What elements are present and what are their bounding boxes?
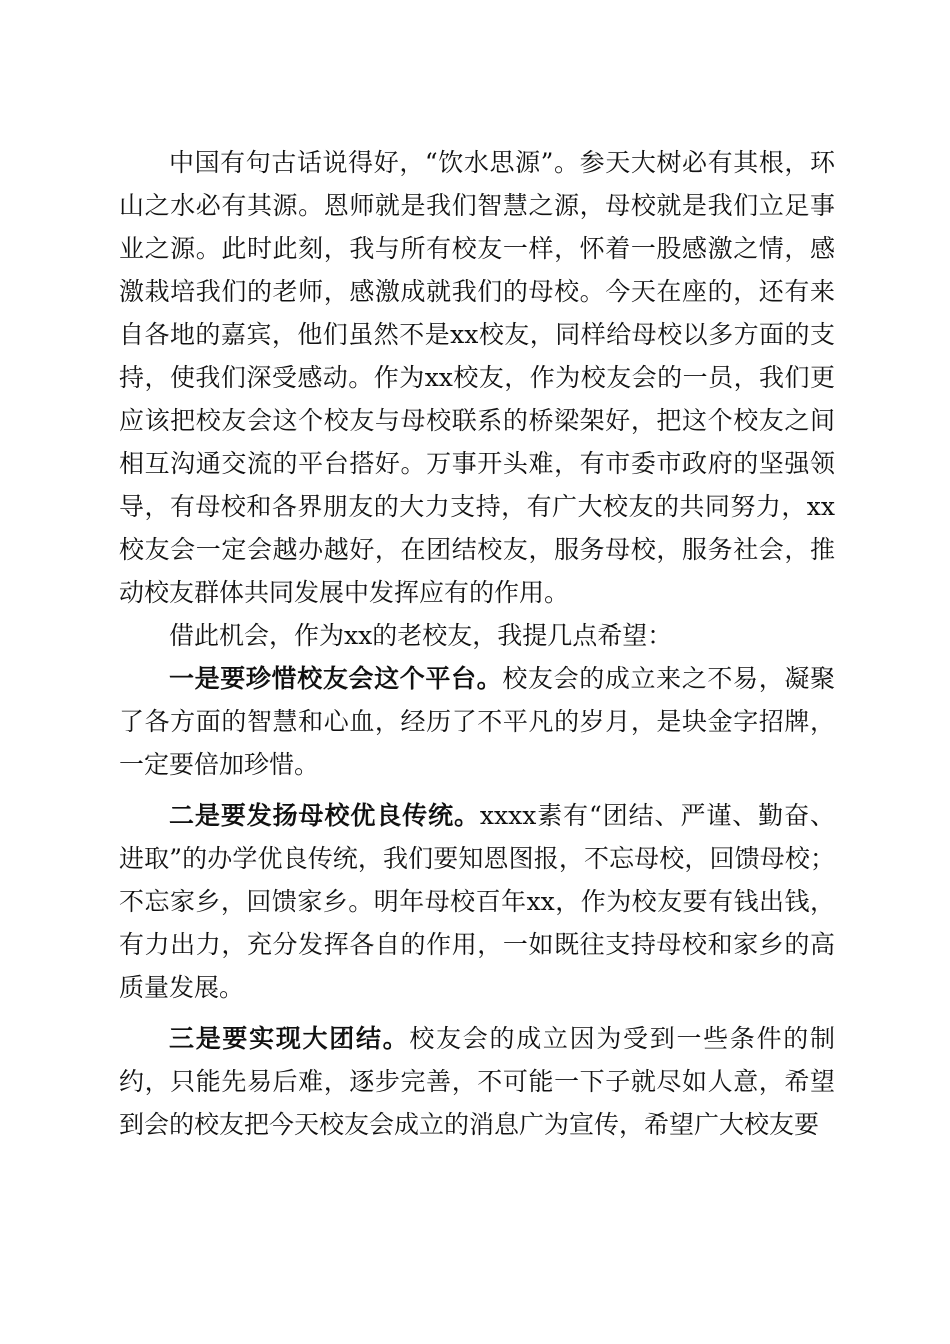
- paragraph-hopes-intro: [119, 614, 835, 657]
- paragraph-hope-two: [119, 794, 835, 1009]
- paragraph-lead: 二是要发扬母校优良传统。: [169, 801, 480, 830]
- paragraph-text: 中国有句古话说得好，“饮水思源”。参天大树必有其根，环山之水必有其源。恩师就是我们智慧之源，母校就是我们立足事业之源。此时此刻，我与所有校友一样，怀着一股感激之情，感激栽培我们的老师，感激成就我们的母校。今天在座的，还有来自各地的嘉宾，他们虽然不是xx校友，同样给母校以多方面的支持，使我们深受感动。作为xx校友，作为校友会的一员，我们更应该把校友会这个校友与母校联系的桥梁架好，把这个校友之间相互沟通交流的平台搭好。万事开头难，有市委市政府的坚强领导，有母校和各界朋友的大力支持，有广大校友的共同努力，xx校友会一定会越办越好，在团结校友，服务母校，服务社会，推动校友群体共同发展中发挥应有的作用。: [119, 148, 835, 607]
- paragraph-gratitude: [119, 141, 835, 614]
- paragraph-lead: 一是要珍惜校友会这个平台。: [169, 664, 503, 693]
- paragraph-lead: 三是要实现大团结。: [169, 1024, 410, 1053]
- paragraph-text: 借此机会，作为xx的老校友，我提几点希望：: [169, 621, 673, 650]
- paragraph-hope-one: [119, 657, 835, 786]
- paragraph-text: 校友会的成立因为受到一些条件的制约，只能先易后难，逐步完善，不可能一下子就尽如人意，希望到会的校友把今天校友会成立的消息广为宣传，希望广大校友要: [119, 1024, 835, 1139]
- paragraph-text: 校友会的成立来之不易，凝聚了各方面的智慧和心血，经历了不平凡的岁月，是块金字招牌，一定要倍加珍惜。: [119, 664, 835, 779]
- paragraph-hope-three: [119, 1017, 835, 1146]
- paragraph-text: xxxx素有“团结、严谨、勤奋、进取”的办学优良传统，我们要知恩图报，不忘母校，回馈母校；不忘家乡，回馈家乡。明年母校百年xx，作为校友要有钱出钱，有力出力，充分发挥各自的作用，一如既往支持母校和家乡的高质量发展。: [119, 801, 835, 1002]
- document-body: [119, 141, 835, 1146]
